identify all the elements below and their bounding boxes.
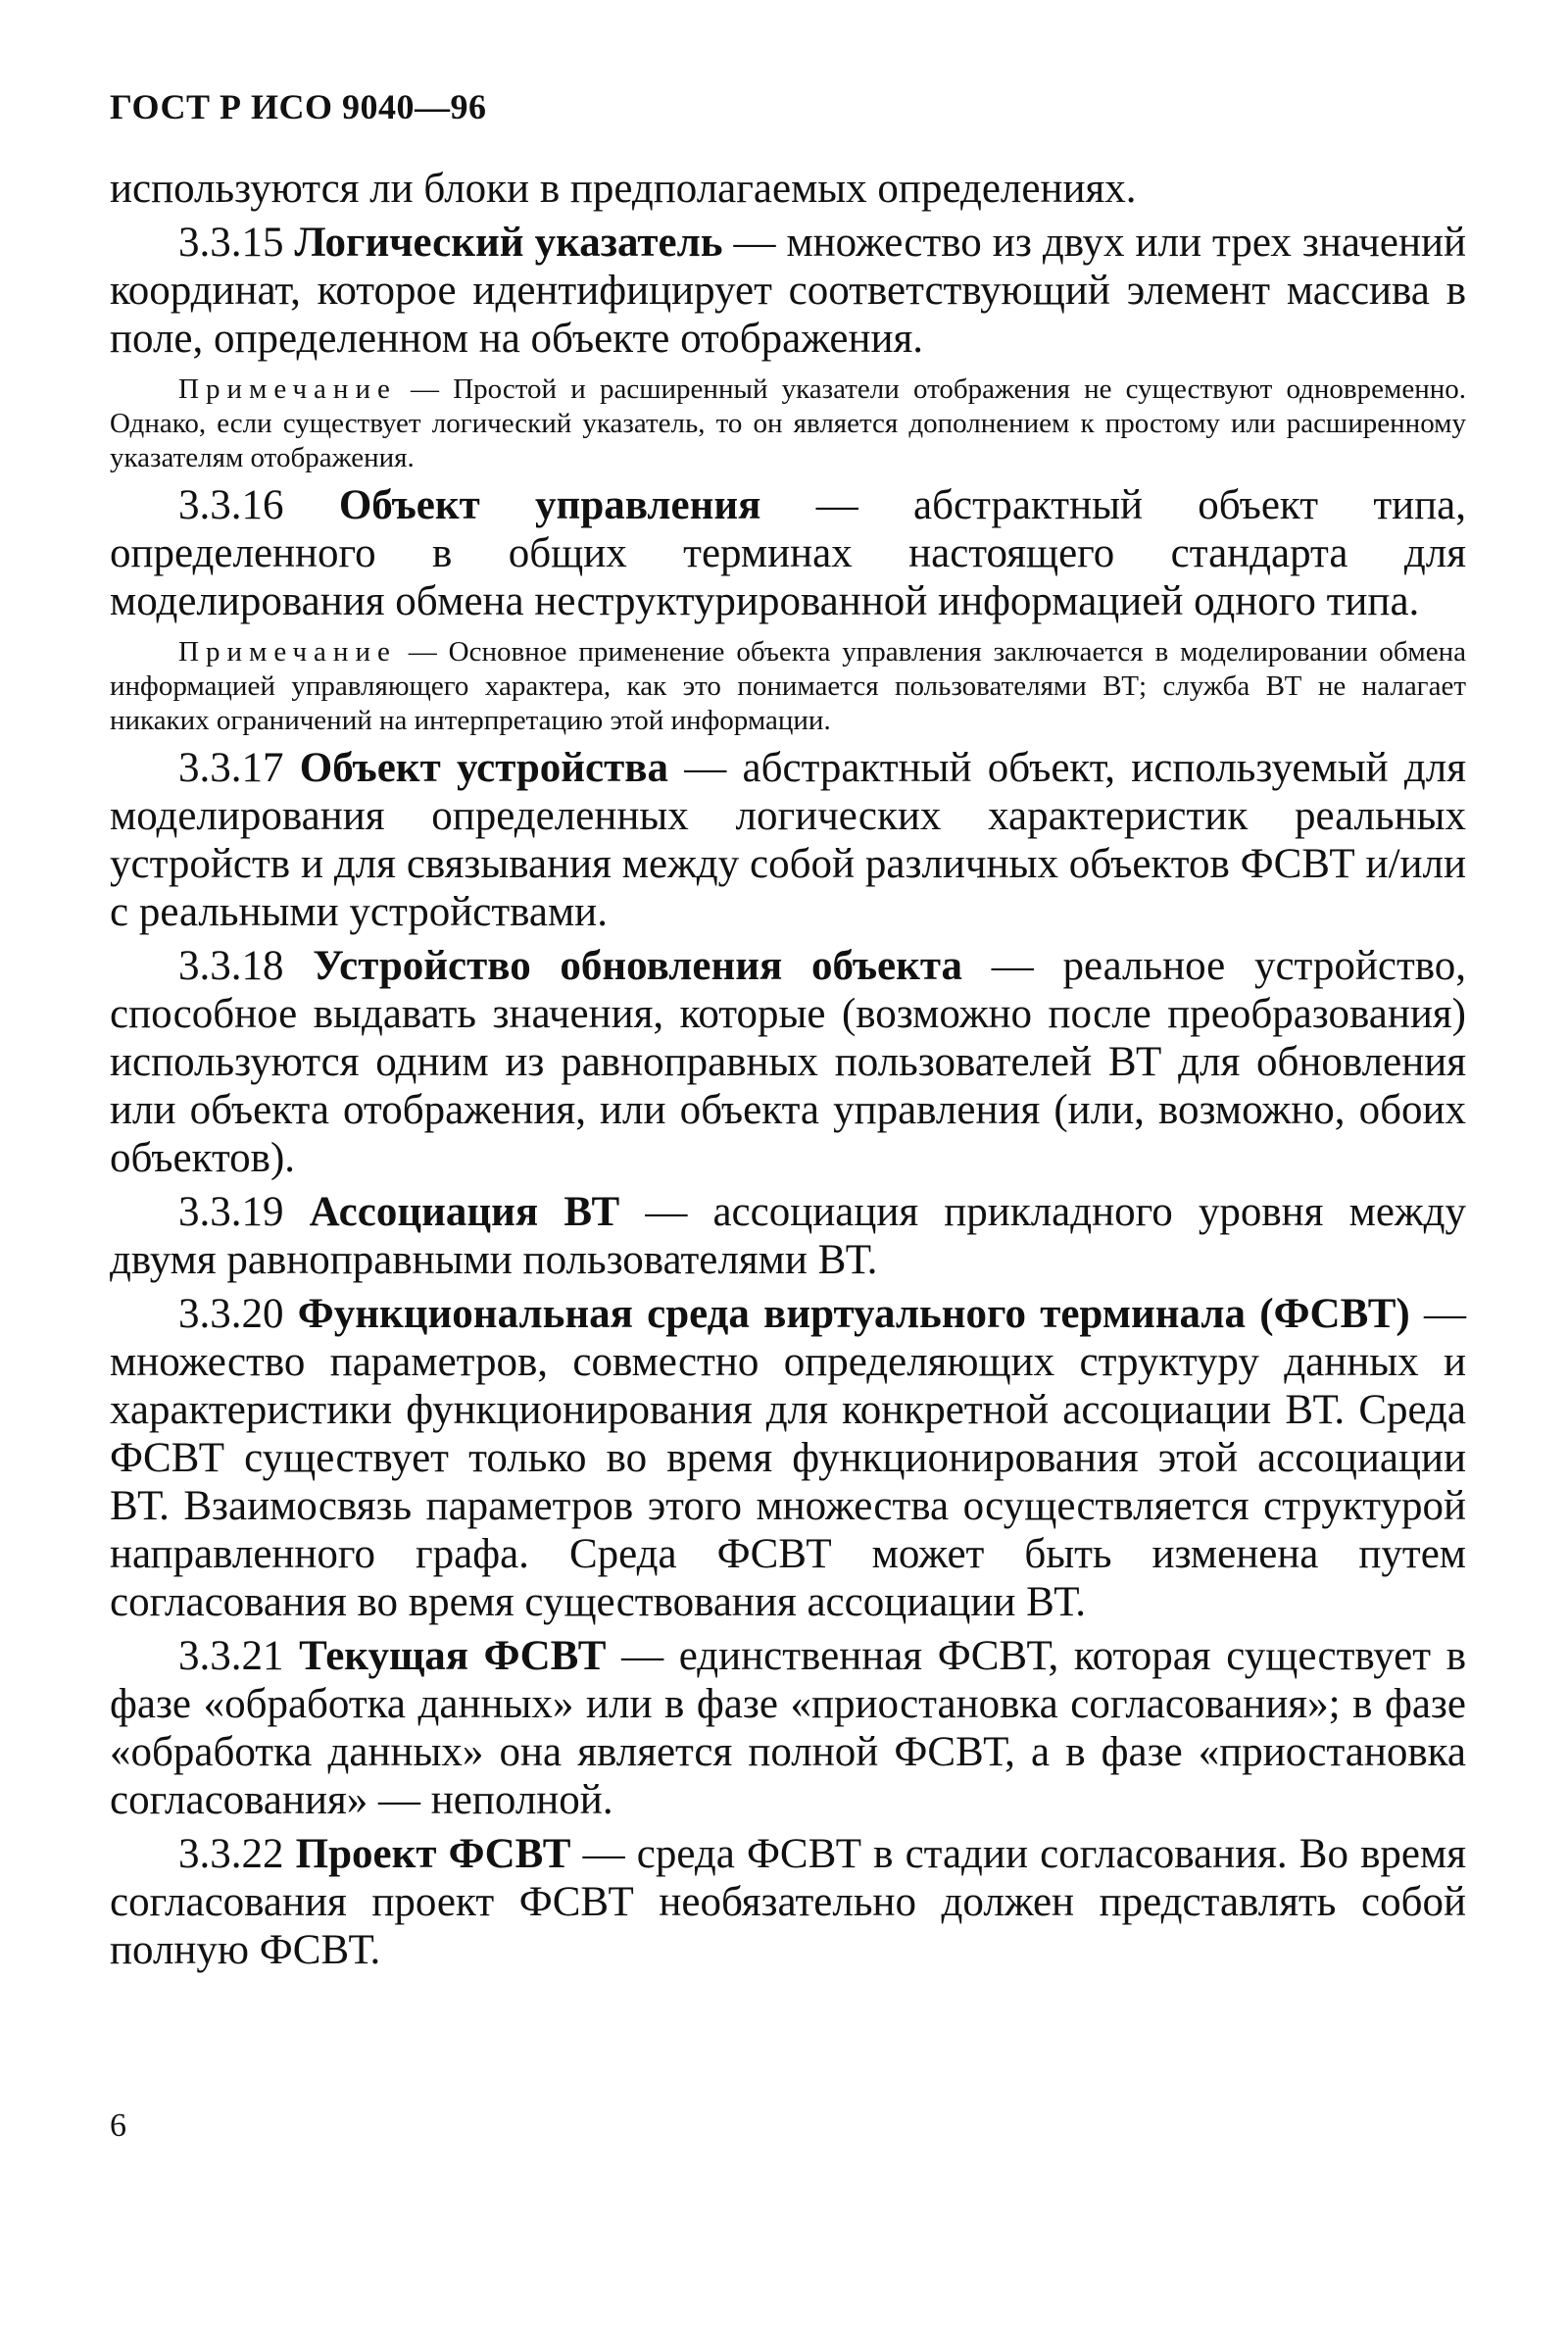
term-definition: — абстрактный объект, используемый для моделирования определенных логических характеристик реальных устройств и для связывания между собой различных объектов ФСВТ и/или с реальными устройствами. — [110, 745, 1466, 935]
term-3-3-15 — [110, 219, 1466, 363]
term-title: Логический указатель — [294, 220, 723, 266]
term-title: Устройство обновления объекта — [313, 943, 963, 989]
term-3-3-17 — [110, 744, 1466, 936]
term-3-3-21 — [110, 1632, 1466, 1824]
document-header: ГОСТ Р ИСО 9040—96 — [110, 87, 487, 126]
term-definition: — единственная ФСВТ, которая существует в фазе «обработка данных» или в фазе «приостановка согласования»; в фазе «обработка данных» она является полной ФСВТ, а в фазе «приостановка согласования» — неполной. — [110, 1633, 1467, 1823]
term-number: 3.3.21 — [178, 1633, 284, 1679]
term-definition: — реальное устройство, способное выдавать значения, которые (возможно после преобразования) используются одним из равноправных пользователей ВТ для обновления или объекта отображения, или объекта управления (или, возможно, обоих объектов). — [110, 943, 1466, 1181]
term-title: Объект управления — [338, 482, 761, 528]
term-3-3-20 — [110, 1290, 1466, 1626]
term-number: 3.3.20 — [178, 1291, 284, 1337]
page-number: 6 — [110, 2107, 126, 2144]
term-definition: — среда ФСВТ в стадии согласования. Во время согласования проект ФСВТ необязательно должен представлять собой полную ФСВТ. — [110, 1831, 1467, 1973]
note-text: — Основное применение объекта управления заключается в моделировании обмена информацией управляющего характера, как это понимается пользователями ВТ; служба ВТ не налагает никаких ограничений на интерпретацию этой информации. — [110, 636, 1466, 736]
term-title: Объект устройства — [299, 745, 668, 791]
note-text: — Простой и расширенный указатели отображения не существуют одновременно. Однако, если существует логический указатель, то он является дополнением к простому или расширенному указателям отображения. — [110, 373, 1466, 473]
term-number: 3.3.16 — [178, 482, 284, 528]
term-3-3-16 — [110, 481, 1466, 625]
term-title: Функциональная среда виртуального терминала (ФСВТ) — [297, 1291, 1410, 1337]
term-number: 3.3.17 — [178, 745, 284, 791]
term-number: 3.3.15 — [178, 220, 284, 266]
term-title: Ассоциация ВТ — [309, 1189, 620, 1235]
term-title: Текущая ФСВТ — [299, 1633, 607, 1679]
term-definition: — множество параметров, совместно определяющих структуру данных и характеристики функционирования для конкретной ассоциации ВТ. Среда ФСВТ существует только во время функционирования этой ассоциации ВТ. Взаимосвязь параметров этого множества осуществляется структурой направленного графа. Среда ФСВТ может быть изменена путем согласования во время существования ассоциации ВТ. — [110, 1291, 1466, 1625]
note-1 — [110, 372, 1466, 475]
note-label: Примечание — [178, 373, 397, 405]
document-body — [110, 165, 1466, 1974]
term-number: 3.3.22 — [178, 1831, 284, 1877]
term-definition: — ассоциация прикладного уровня между двумя равноправными пользователями ВТ. — [110, 1189, 1467, 1283]
term-3-3-22 — [110, 1830, 1466, 1974]
term-3-3-18 — [110, 942, 1466, 1182]
note-label: Примечание — [178, 636, 397, 668]
note-2 — [110, 635, 1466, 738]
term-definition: — множество из двух или трех значений координат, которое идентифицирует соответствующий элемент массива в поле, определенном на объекте отображения. — [110, 220, 1466, 362]
term-3-3-19 — [110, 1188, 1466, 1284]
term-definition: — абстрактный объект типа, определенного в общих терминах настоящего стандарта для моделирования обмена неструктурированной информацией одного типа. — [110, 482, 1467, 624]
term-title: Проект ФСВТ — [295, 1831, 571, 1877]
continuation-paragraph: используются ли блоки в предполагаемых определениях. — [110, 166, 1137, 212]
term-number: 3.3.18 — [178, 943, 284, 989]
term-number: 3.3.19 — [178, 1189, 284, 1235]
